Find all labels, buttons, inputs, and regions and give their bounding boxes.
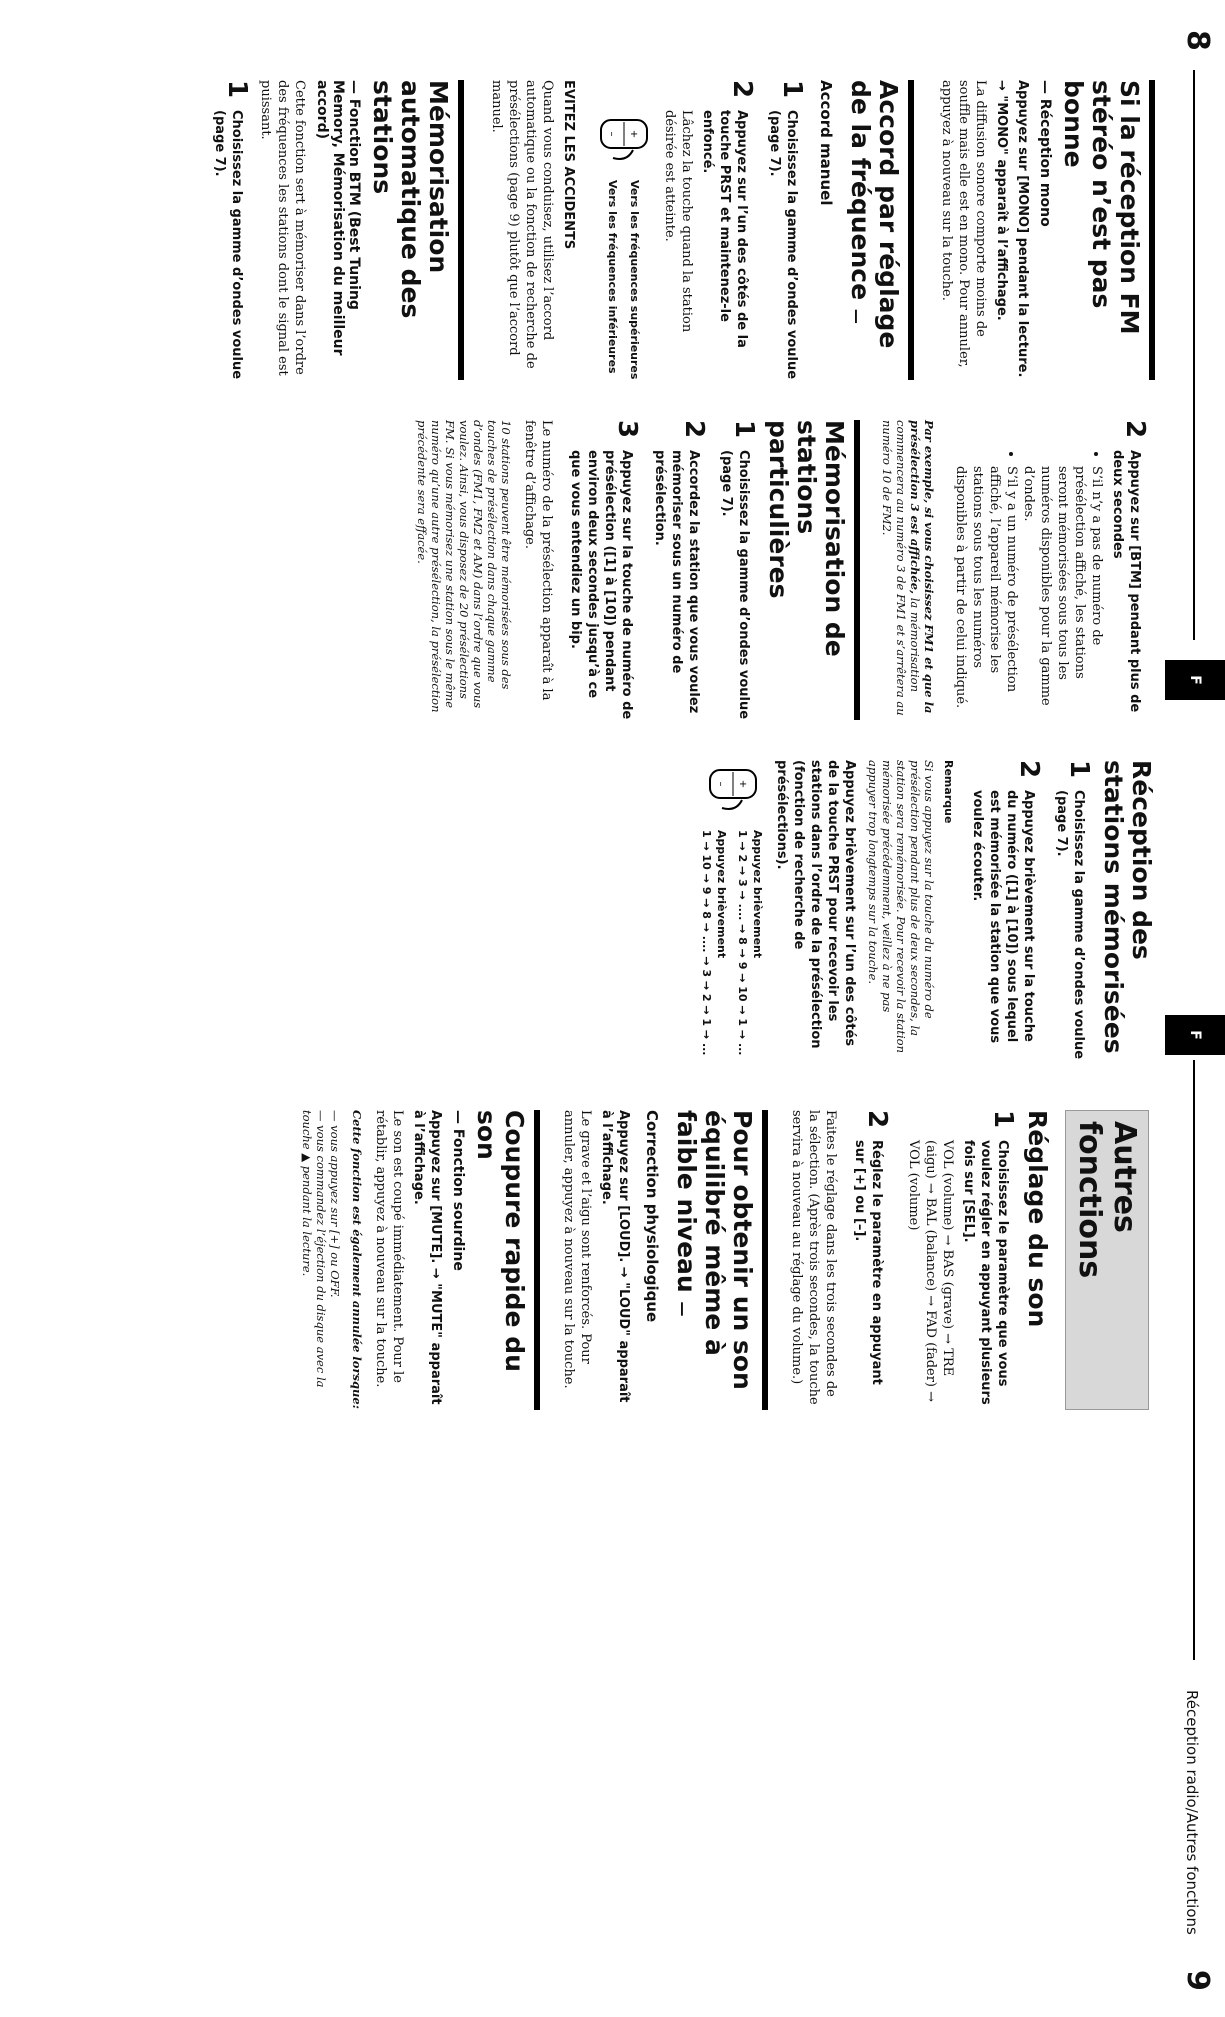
press-label: Appuyez brièvement	[715, 830, 728, 959]
top-rule-left	[1193, 70, 1195, 640]
sequence-down: 1 → 10 → 9 → 8 → .... → 3 → 2 → 1 → ...	[700, 830, 713, 1056]
section-rule	[854, 420, 860, 720]
instruction: Appuyez sur [MONO] pendant la lecture.	[1015, 80, 1030, 378]
example-note	[880, 420, 936, 720]
step-2	[847, 1110, 892, 1410]
sequence-up: 1 → 2 → 3 → .... → 8 → 9 → 10 → 1 → ...	[736, 830, 749, 1056]
example-rest: la mémorisation commencera au numéro 3 de FM1 et s’arrêtera au numéro 10 de FM2.	[880, 420, 922, 716]
instruction: Appuyez sur [LOUD]. → "LOUD" apparaît à l’affichage.	[599, 1110, 631, 1403]
body-text: Cette fonction sert à mémoriser dans l’ordre des fréquences les stations dont le signal est puissant.	[258, 80, 307, 376]
body-text: Faites le réglage dans les trois secondes de la sélection. (Après trois secondes, la touche servira à nouveau au réglage du volume.)	[789, 1110, 838, 1405]
body-text: Le grave et l’aigu sont renforcés. Pour annuler, appuyez à nouveau sur la touche.	[561, 1110, 593, 1389]
step-text: Choisissez le paramètre que vous voulez régler en appuyant plusieurs fois sur [SEL].	[961, 1140, 1010, 1405]
step-number: 1	[777, 80, 807, 99]
step-text: Accordez la station que vous voulez mémoriser sous un numéro de présélection.	[652, 450, 701, 714]
also-item: — vous commandez l’éjection du disque avec la touche ▲ pendant la lecture.	[300, 1110, 328, 1388]
step-text: Choisissez la gamme d’ondes voulue (page 7).	[719, 450, 751, 720]
section-title-sound: Réglage du son	[1023, 1110, 1052, 1328]
section-title-mute: Coupure rapide du son	[472, 1110, 529, 1372]
chapter-header: Autres fonctions	[1065, 1110, 1149, 1410]
step-2	[965, 760, 1044, 1060]
step-number: 2	[679, 420, 709, 439]
step-number: 2	[727, 80, 757, 99]
note-title: Remarque	[942, 760, 955, 824]
language-tab-left: F	[1165, 660, 1225, 700]
title-sub: — Accord manuel	[817, 80, 866, 324]
step-2	[585, 80, 757, 380]
column-3	[691, 760, 1155, 1060]
step-1	[207, 80, 252, 380]
section-rule	[1149, 80, 1155, 380]
diagram-label-up: Vers les fréquences supérieures	[628, 180, 641, 380]
step-1	[897, 1110, 1018, 1410]
section-rule	[908, 80, 914, 380]
prst-button-icon	[593, 110, 653, 170]
press-label: Appuyez brièvement	[751, 830, 764, 959]
step-text: Appuyez brièvement sur la touche du numéro ([1] à [10]) sous lequel est mémorisée la station que vous voulez écouter.	[970, 790, 1036, 1044]
section-title-manual-tuning	[812, 80, 902, 380]
svg-text:–: –	[606, 131, 617, 137]
section-title-btm: Mémorisation automatique des stations	[368, 80, 453, 319]
prst-diagram	[593, 110, 653, 380]
language-tab-right: F	[1165, 1015, 1225, 1055]
also-item: — vous appuyez sur [+] ou OFF.	[328, 1110, 342, 1298]
section-title-stored-stations: Réception des stations mémorisées	[1099, 760, 1156, 1054]
step-text: Appuyez sur [BTM] pendant plus de deux secondes	[1110, 450, 1142, 713]
step-text: Choisissez la gamme d’ondes voulue (page 7).	[767, 110, 799, 380]
body-text: La diffusion sonore comporte moins de souffle mais elle est en mono. Pour annuler, appuyez à nouveau sur la touche.	[939, 80, 988, 368]
section-subtitle: — Fonction BTM (Best Tuning Memory, Mémorisation du meilleur accord)	[314, 80, 362, 356]
column-1	[199, 80, 1155, 380]
step-3	[563, 420, 642, 720]
step-1	[1049, 760, 1094, 1060]
svg-text:+: +	[628, 129, 639, 139]
title-sub: — Correction physiologique	[643, 1110, 692, 1323]
column-2	[407, 420, 1155, 720]
section-subtitle: — Réception mono	[1037, 80, 1053, 227]
example-bold: Par exemple, si vous choisissez FM1 et que la présélection 3 est affichée,	[908, 420, 936, 714]
page-number-right: 9	[1180, 1970, 1215, 1991]
column-4	[300, 1110, 1149, 1410]
section-rule	[762, 1110, 768, 1410]
page-number-left: 8	[1180, 30, 1215, 51]
body-text: Le numéro de la présélection apparaît à la fenêtre d’affichage.	[522, 420, 554, 701]
section-title-fm-stereo: Si la réception FM stéréo n’est pas bonne	[1059, 80, 1144, 335]
also-title: Cette fonction est également annulée lorsque:	[350, 1110, 364, 1409]
section-rule	[458, 80, 464, 380]
step-body: Lâchez la touche quand la station désirée est atteinte.	[662, 110, 694, 333]
title-main: Pour obtenir un son équilibré même à faible niveau	[672, 1110, 757, 1390]
step-1	[714, 420, 759, 720]
step-2	[647, 420, 709, 720]
step-number: 1	[729, 420, 759, 439]
prst-button-icon	[702, 760, 762, 820]
preset-note: 10 stations peuvent être mémorisées sous des touches de présélection dans chaque gamme d’ondes (FM1, FM2 et AM) dans l’ordre que vous voulez. Ainsi, vous disposez de 20 présélections FM. Si vous mémorisez une station sous le même numéro qu’une autre présélection, la présélection précédente sera effacée.	[415, 420, 513, 713]
section-title-specific-stations: Mémorisation de stations particulières	[764, 420, 849, 657]
top-rule-right	[1193, 1060, 1195, 1660]
bullet-item: • S’il y a un numéro de présélection affiché, l’appareil mémorise les stations sous tous les numéros disponibles à partir de celui indiqué.	[952, 466, 1020, 720]
bullet-list	[952, 466, 1105, 720]
warning-body: Quand vous conduisez, utilisez l’accord automatique ou la fonction de recherche de présélections (page 9) plutôt que l’accord manuel.	[489, 80, 555, 369]
instruction: Appuyez brièvement sur l’un des côtés de la touche PRST pour recevoir les stations dans l’ordre de la présélection (fonction de recherche de présélections).	[774, 760, 857, 1049]
section-title-loudness	[638, 1110, 756, 1410]
step-text: Appuyez sur la touche de numéro de présélection ([1] à [10]) pendant environ deux secondes jusqu’à ce que vous entendiez un bip.	[568, 450, 634, 720]
step-number: 3	[612, 420, 642, 439]
svg-text:+: +	[737, 779, 748, 789]
running-head: Réception radio/Autres fonctions	[1183, 1690, 1201, 1935]
step-number: 1	[222, 80, 252, 99]
section-rule	[534, 1110, 540, 1410]
body-text: Le son est coupé immédiatement. Pour le rétablir, appuyez à nouveau sur la touche.	[373, 1110, 405, 1388]
note-body: Si vous appuyez sur la touche du numéro de présélection pendant plus de deux secondes, la station sera remémorisée. Pour recevoir la station mémorisée précédemment, veillez à ne pas appuyer trop longtemps sur la touche.	[866, 760, 936, 1053]
diagram-label-down: Vers les fréquences inférieures	[606, 180, 619, 374]
step-number: 2	[1120, 420, 1150, 439]
warning-title: EVITEZ LES ACCIDENTS	[561, 80, 576, 250]
step-text: Réglez le paramètre en appuyant sur [+] ou [–].	[852, 1140, 884, 1385]
step-number: 2	[1014, 760, 1044, 779]
svg-text:–: –	[715, 781, 726, 787]
title-main: Accord par réglage de la fréquence	[846, 80, 903, 349]
step-text: Appuyez sur l’un des côtés de la touche PRST et maintenez-le enfoncé.	[700, 110, 749, 348]
step-number: 1	[988, 1110, 1018, 1129]
preset-search-diagram	[699, 760, 765, 1060]
section-subtitle: — Fonction sourdine	[450, 1110, 466, 1271]
step-number: 2	[862, 1110, 892, 1129]
bullet-item: • S’il n’y a pas de numéro de présélection affiché, les stations seront mémorisées sous tous les numéros disponibles pour la gamme d’ondes.	[1020, 466, 1105, 720]
step-text: Choisissez la gamme d’ondes voulue (page 7).	[212, 110, 244, 380]
step-2	[944, 420, 1150, 720]
instruction: Appuyez sur [MUTE]. → "MUTE" apparaît à l’affichage.	[411, 1110, 443, 1405]
step-number: 1	[1064, 760, 1094, 779]
instruction-result: → "MONO" apparaît à l’affichage.	[994, 80, 1009, 321]
step-1	[762, 80, 807, 380]
step-body: VOL (volume) → BAS (grave) → TRE (aigu) → BAL (balance) → FAD (fader) → VOL (volume)	[906, 1140, 955, 1403]
step-text: Choisissez la gamme d’ondes voulue (page 7).	[1054, 790, 1086, 1060]
